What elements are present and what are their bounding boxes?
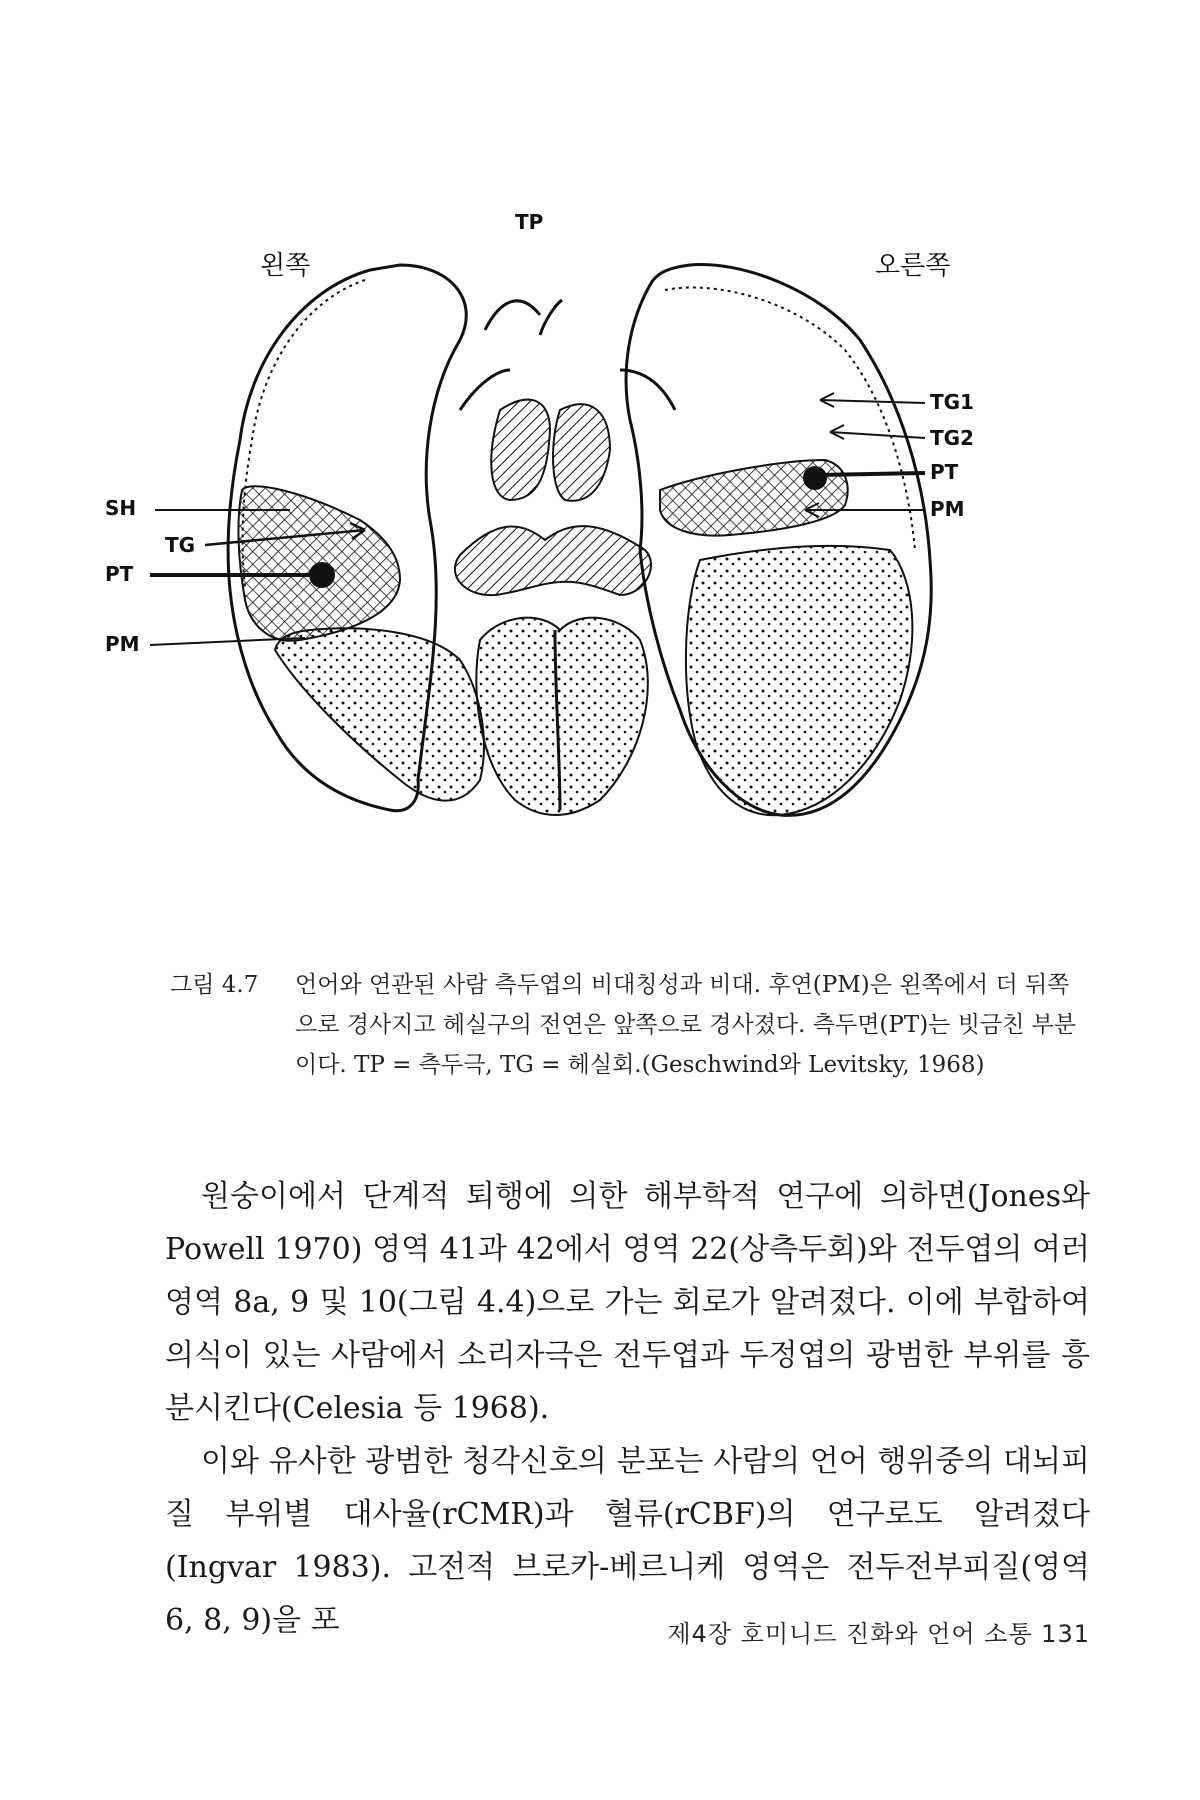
paragraph-2: 이와 유사한 광범한 청각신호의 분포는 사람의 언어 행위중의 대뇌피질 부위별 대사율(rCMR)과 혈류(rCBF)의 연구로도 알려졌다(Ingvar 1983). 고전적 브로카-베르니케 영역은 전두전부피질(영역 6, 8, 9)을 포 (165, 1444, 1090, 1638)
right-side-label: 오른쪽 (875, 251, 951, 281)
left-side-label: 왼쪽 (260, 251, 311, 281)
caption-number: 그림 4.7 (170, 972, 259, 998)
right-occipital-region (686, 546, 912, 815)
page-footer: 제4장 호미니드 진화와 언어 소통 131 (667, 1620, 1090, 1648)
cerebellum (476, 618, 648, 815)
figure-caption (170, 965, 1090, 1085)
brain-section-drawing (100, 220, 1100, 950)
midbrain (455, 526, 651, 595)
body-text (165, 1170, 1090, 1647)
marker-pm-left: PM (105, 632, 140, 656)
marker-sh: SH (105, 496, 137, 520)
left-thalamus (491, 400, 550, 500)
marker-tg1: TG1 (930, 390, 974, 414)
marker-pt-right: PT (930, 460, 959, 484)
brain-figure (100, 210, 1100, 950)
marker-pt-left: PT (105, 562, 134, 586)
right-thalamus (553, 404, 610, 500)
pt-right-pointer (820, 473, 925, 475)
marker-tg: TG (165, 533, 196, 557)
paragraph-1: 원숭이에서 단계적 퇴행에 의한 해부학적 연구에 의하면(Jones와 Powell 1970) 영역 41과 42에서 영역 22(상측두회)와 전두엽의 여러 영역 8a, 9 및 10(그림 4.4)으로 가는 회로가 알려졌다. 이에 부합하여 의식이 있는 사람에서 소리자극은 전두엽과 두정엽의 광범한 부위를 흥분시킨다(Celesia 등 1968). (165, 1179, 1090, 1426)
marker-tg2: TG2 (930, 426, 974, 450)
right-pt-dot (803, 466, 827, 490)
marker-pm-right: PM (930, 497, 965, 521)
caption-text: 언어와 연관된 사람 측두엽의 비대칭성과 비대. 후연(PM)은 왼쪽에서 더 뒤쪽으로 경사지고 헤실구의 전연은 앞쪽으로 경사졌다. 측두면(PT)는 빗금친 부분이다. TP = 측두극, TG = 헤실회.(Geschwind와 Levitsky, 1968) (295, 972, 1077, 1078)
tp-label: TP (515, 210, 544, 234)
